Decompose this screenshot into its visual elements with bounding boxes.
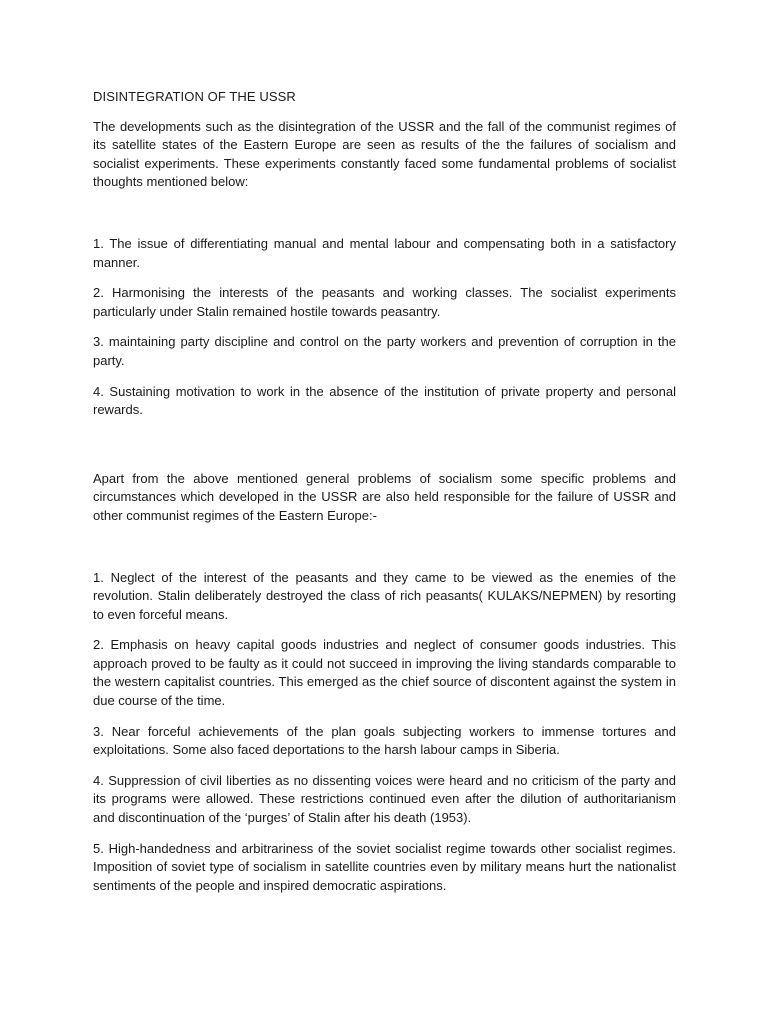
general-problem-item: 4. Sustaining motivation to work in the absence of the institution of private property and personal rewards.: [93, 383, 676, 418]
transition-paragraph: Apart from the above mentioned general problems of socialism some specific problems and circumstances which developed in the USSR are also held responsible for the failure of USSR and other communist regimes of the Eastern Europe:-: [93, 470, 676, 523]
spacer: [93, 204, 676, 235]
specific-problem-item: 2. Emphasis on heavy capital goods industries and neglect of consumer goods industries. This approach proved to be faulty as it could not succeed in improving the living standards comparable to the western capitalist countries. This emerged as the chief source of discontent against the system in due course of the time.: [93, 637, 676, 709]
specific-problem-item: 4. Suppression of civil liberties as no dissenting voices were heard and no criticism of the party and its programs were allowed. These restrictions continued even after the dilution of authoritarianism and discontinuation of the ‘purges’ of Stalin after his death (1953).: [93, 772, 676, 826]
specific-problem-item: 5. High-handedness and arbitrariness of the soviet socialist regime towards other socialist regimes. Imposition of soviet type of socialism in satellite countries even by military means hurt the nationalist sentiments of the people and inspired democratic aspirations.: [93, 840, 676, 893]
intro-paragraph: The developments such as the disintegration of the USSR and the fall of the communist regimes of its satellite states of the Eastern Europe are seen as results of the the failures of socialism and socialist experiments. These experiments constantly faced some fundamental problems of socialist thoughts mentioned below:: [93, 118, 676, 190]
spacer: [93, 432, 676, 470]
document-title: DISINTEGRATION OF THE USSR: [93, 89, 296, 104]
specific-problem-item: 3. Near forceful achievements of the plan goals subjecting workers to immense tortures and exploitations. Some also faced deportations to the harsh labour camps in Siberia.: [93, 723, 676, 758]
specific-problem-item: 1. Neglect of the interest of the peasants and they came to be viewed as the enemies of the revolution. Stalin deliberately destroyed the class of rich peasants( KULAKS/NEPMEN) by resorting to even forceful means.: [93, 569, 676, 622]
spacer: [93, 538, 676, 569]
general-problem-item: 1. The issue of differentiating manual and mental labour and compensating both in a satisfactory manner.: [93, 235, 676, 270]
general-problem-item: 3. maintaining party discipline and control on the party workers and prevention of corruption in the party.: [93, 334, 676, 368]
general-problem-item: 2. Harmonising the interests of the peasants and working classes. The socialist experiments particularly under Stalin remained hostile towards peasantry.: [93, 285, 676, 319]
